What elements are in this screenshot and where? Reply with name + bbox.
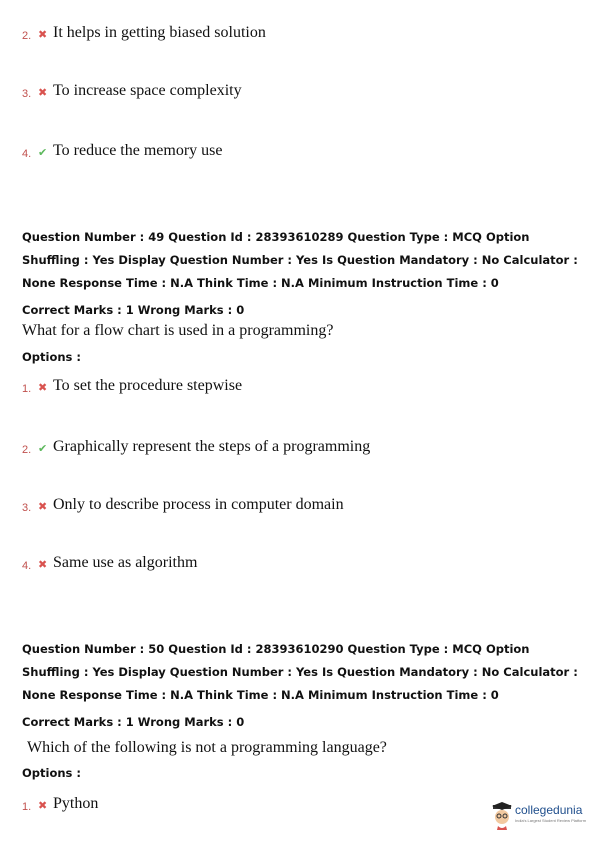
option-number: 2. [22,30,32,42]
check-icon: ✔ [38,146,48,159]
option-text: Graphically represent the steps of a programming [53,438,371,455]
question-meta: Question Number : 50 Question Id : 28393610290 Question Type : MCQ Option Shuffling : Yes Display Question Number : Yes Is Question Mandatory : No Calculator : None Response Time : N.A Think Time : N.A Minimum Instruction Time : 0 [22,642,578,702]
option-text: Only to describe process in computer domain [53,496,344,513]
marks-line: Correct Marks : 1 Wrong Marks : 0 [22,303,245,317]
option-text: To set the procedure stepwise [53,377,243,394]
student-mascot-icon [490,802,514,830]
cross-icon: ✖ [38,558,48,571]
question-text: What for a flow chart is used in a programming? [22,322,334,339]
option-text: Same use as algorithm [53,554,198,571]
option-text: To reduce the memory use [53,142,223,159]
option-number: 3. [22,502,32,514]
question-meta: Question Number : 49 Question Id : 28393610289 Question Type : MCQ Option Shuffling : Yes Display Question Number : Yes Is Question Mandatory : No Calculator : None Response Time : N.A Think Time : N.A Minimum Instruction Time : 0 [22,230,578,290]
options-label: Options : [22,350,81,364]
collegedunia-logo [490,800,590,832]
option-number: 4. [22,560,32,572]
cross-icon: ✖ [38,86,48,99]
option-text: Python [53,795,99,812]
option-number: 3. [22,88,32,100]
logo-tagline: India's Largest Student Review Platform [515,818,587,823]
check-icon: ✔ [38,442,48,455]
cross-icon: ✖ [38,28,48,41]
option-text: It helps in getting biased solution [53,24,266,41]
cross-icon: ✖ [38,799,48,812]
logo-name: collegedunia [515,803,583,817]
option-number: 1. [22,801,32,813]
cross-icon: ✖ [38,500,48,513]
option-text: To increase space complexity [53,82,242,99]
option-number: 4. [22,148,32,160]
cross-icon: ✖ [38,381,48,394]
question-text: Which of the following is not a programming language? [27,739,387,756]
option-number: 2. [22,444,32,456]
option-number: 1. [22,383,32,395]
options-label: Options : [22,766,81,780]
marks-line: Correct Marks : 1 Wrong Marks : 0 [22,715,245,729]
